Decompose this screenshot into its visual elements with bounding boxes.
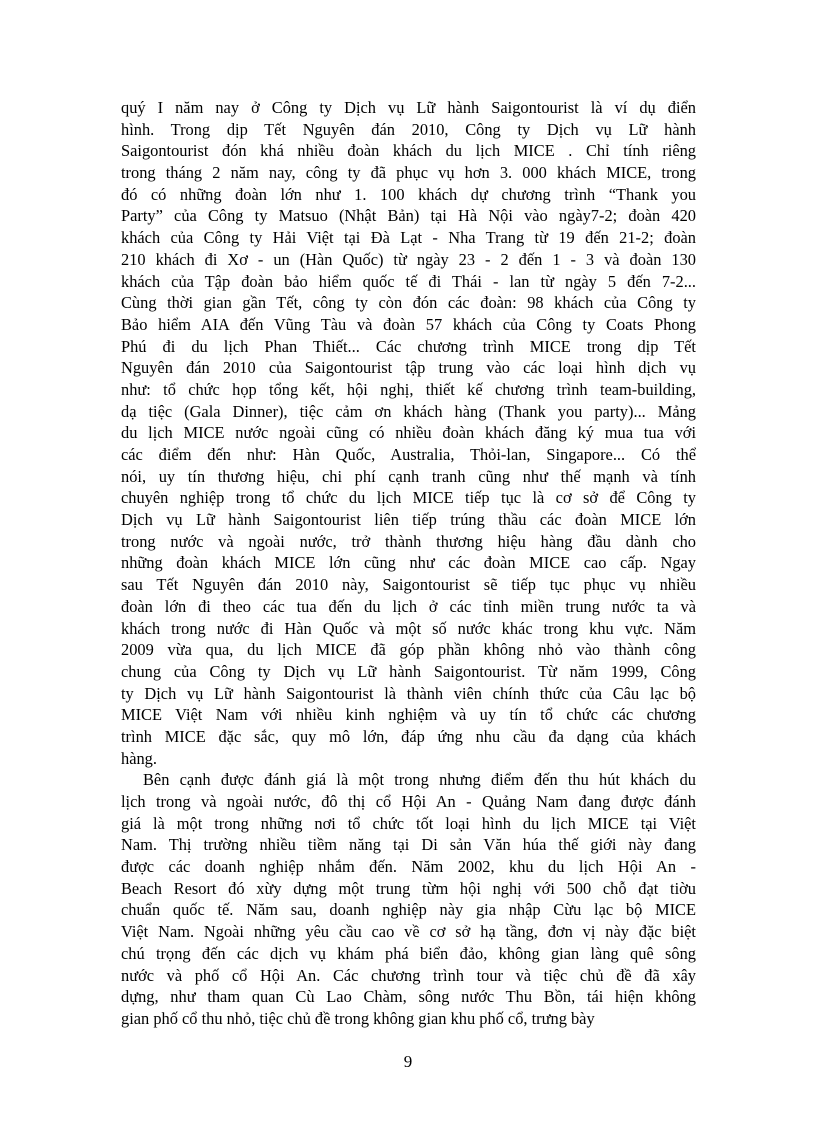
text-line: 210 khách đi Xơ - un (Hàn Quốc) từ ngày 23 - 2 đến 1 - 3 và đoàn 130	[121, 249, 696, 269]
text-line: MICE Việt Nam với nhiều kinh nghiệm và uy tín tổ chức các chương	[121, 705, 696, 725]
text-line: 2009 vừa qua, du lịch MICE đã góp phần không nhỏ vào thành công	[121, 640, 696, 660]
text-line: giá là một trong những nơi tổ chức tốt loại hình du lịch MICE tại Việt	[121, 813, 696, 833]
paragraph	[121, 769, 696, 1029]
text-line: hình. Trong dịp Tết Nguyên đán 2010, Công ty Dịch vụ Lữ hành	[121, 119, 696, 139]
text-line: Saigontourist đón khá nhiều đoàn khách du lịch MICE . Chỉ tính riêng	[121, 141, 696, 161]
paragraph	[121, 97, 696, 769]
text-line: Dịch vụ Lữ hành Saigontourist liên tiếp trúng thầu các đoàn MICE lớn	[121, 510, 696, 530]
text-line: sau Tết Nguyên đán 2010 này, Saigontourist sẽ tiếp tục phục vụ nhiều	[121, 575, 696, 595]
text-line: lịch trong và ngoài nước, đô thị cổ Hội An - Quảng Nam đang được đánh	[121, 792, 696, 811]
text-line: Việt Nam. Ngoài những yêu cầu cao về cơ sở hạ tầng, đơn vị này đặc biệt	[121, 922, 696, 942]
text-line: ty Dịch vụ Lữ hành Saigontourist là thành viên chính thức của Câu lạc bộ	[121, 683, 696, 703]
text-line: chung của Công ty Dịch vụ Lữ hành Saigontourist. Từ năm 1999, Công	[121, 661, 696, 681]
text-line: Cùng thời gian gần Tết, công ty còn đón các đoàn: 98 khách của Công ty	[121, 293, 696, 313]
text-line: khách của Tập đoàn bảo hiểm quốc tế đi Thái - lan từ ngày 5 đến 7-2...	[121, 271, 696, 291]
text-line: nói, uy tín thương hiệu, chi phí cạnh tranh cũng như thế mạnh và tính	[121, 466, 696, 486]
text-line: trong nước và ngoài nước, trở thành thương hiệu hàng đầu dành cho	[121, 531, 696, 551]
text-line: Phú đi du lịch Phan Thiết... Các chương trình MICE trong dịp Tết	[121, 336, 696, 356]
text-line: gian phố cổ thu nhỏ, tiệc chủ đề trong không gian khu phố cổ, trưng bày	[121, 1008, 595, 1028]
text-line: đoàn lớn đi theo các tua đến du lịch ở các tỉnh miền trung nước ta và	[121, 596, 696, 616]
text-line: chuẩn quốc tế. Năm sau, doanh nghiệp này gia nhập Cừu lạc bộ MICE	[121, 900, 696, 920]
text-line: Party” của Công ty Matsuo (Nhật Bản) tại Hà Nội vào ngày7-2; đoàn 420	[121, 206, 696, 226]
body-text	[121, 97, 696, 1030]
text-line: những đoàn khách MICE lớn cũng như các đoàn MICE cao cấp. Ngay	[121, 553, 696, 573]
text-line: quý I năm nay ở Công ty Dịch vụ Lữ hành Saigontourist là ví dụ điển	[121, 98, 696, 117]
text-line: Beach Resort đó xừy dựng một trung từm hội nghị với 500 chỗ đạt tiờu	[121, 878, 696, 898]
text-line: như: tổ chức họp tổng kết, hội nghị, thiết kế chương trình team-building,	[121, 379, 696, 399]
text-line: dạ tiệc (Gala Dinner), tiệc cảm ơn khách hàng (Thank you party)... Mảng	[121, 401, 696, 421]
text-line: dựng, như tham quan Cù Lao Chàm, sông nước Thu Bồn, tái hiện không	[121, 987, 696, 1007]
text-line: hàng.	[121, 748, 157, 768]
text-line: khách của Công ty Hải Việt tại Đà Lạt - Nha Trang từ 19 đến 21-2; đoàn	[121, 228, 696, 248]
text-line: du lịch MICE nước ngoài cũng có nhiều đoàn khách đăng ký mua tua với	[121, 423, 696, 443]
text-line: các điểm đến như: Hàn Quốc, Australia, Thỏi-lan, Singapore... Có thể	[121, 445, 696, 464]
page-number: 9	[403, 1052, 413, 1071]
text-line: nước và phố cổ Hội An. Các chương trình tour và tiệc chủ đề đã xây	[121, 965, 696, 985]
text-line: trong tháng 2 năm nay, công ty đã phục vụ hơn 3. 000 khách MICE, trong	[121, 163, 696, 183]
text-line: được các doanh nghiệp nhắm đến. Năm 2002, khu du lịch Hội An -	[121, 857, 696, 877]
text-line: Nguyên đán 2010 của Saigontourist tập trung vào các loại hình dịch vụ	[121, 358, 696, 378]
text-line: chú trọng đến các dịch vụ khám phá biển đảo, không gian làng quê sông	[121, 943, 696, 963]
text-line: chuyên nghiệp trong tổ chức du lịch MICE tiếp tục là cơ sở để Công ty	[121, 488, 696, 508]
text-line: Bảo hiểm AIA đến Vũng Tàu và đoàn 57 khách của Công ty Coats Phong	[121, 314, 696, 334]
text-line: đó có những đoàn lớn như 1. 100 khách dự chương trình “Thank you	[121, 184, 696, 204]
text-line: Nam. Thị trường nhiều tiềm năng tại Di sản Văn húa thế giới này đang	[121, 835, 696, 855]
text-line: khách trong nước đi Hàn Quốc và một số nước khác trong khu vực. Năm	[121, 618, 696, 638]
text-line: trình MICE đặc sắc, quy mô lớn, đáp ứng nhu cầu đa dạng của khách	[121, 726, 696, 746]
text-line: Bên cạnh được đánh giá là một trong nhưng điểm đến thu hút khách du	[143, 770, 696, 790]
